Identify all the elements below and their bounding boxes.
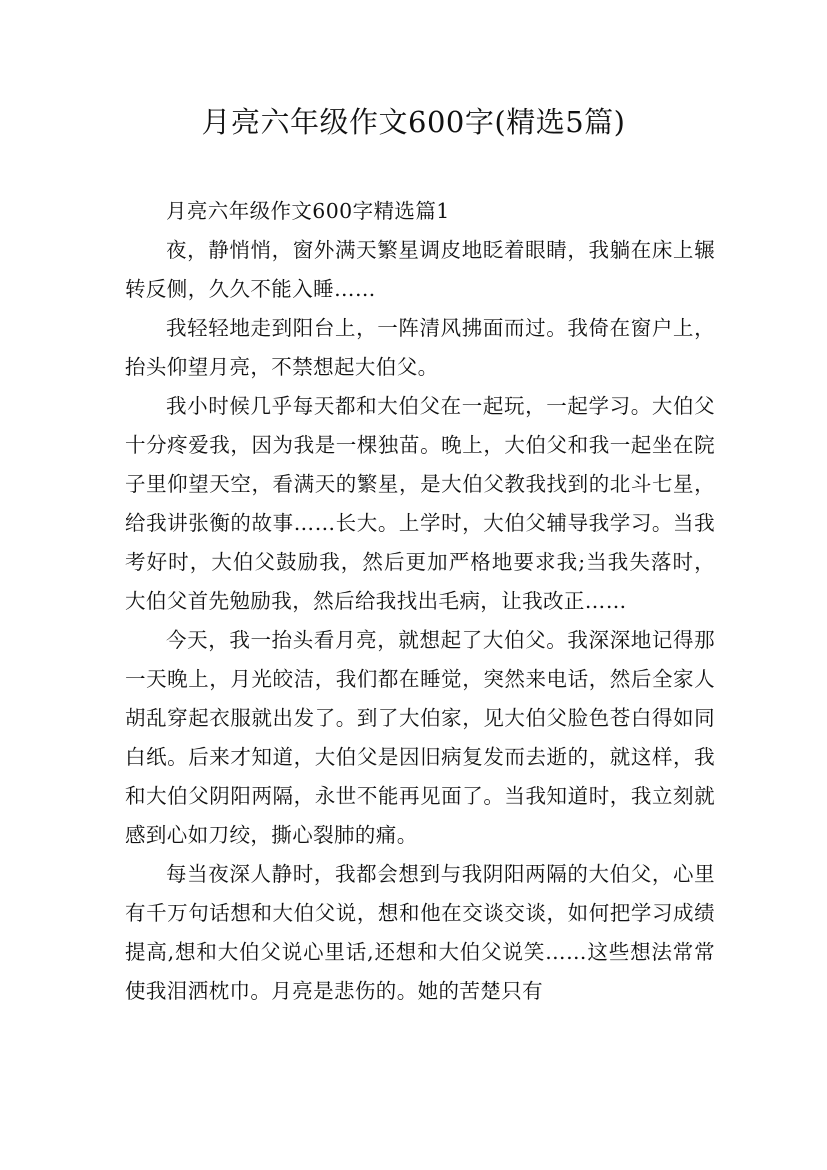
paragraph-5: 每当夜深人静时，我都会想到与我阴阳两隔的大伯父，心里有千万句话想和大伯父说，想和他在交谈交谈，如何把学习成绩提高,想和大伯父说心里话,还想和大伯父说笑……这些想法常常使我泪洒枕巾。月亮是悲伤的。她的苦楚只有 [125,862,715,1003]
section-heading: 月亮六年级作文600字精选篇1 [166,199,450,223]
paragraph-2: 我轻轻地走到阳台上，一阵清风拂面而过。我倚在窗户上，抬头仰望月亮，不禁想起大伯父。 [125,316,715,379]
document-body [125,192,715,1011]
document-title: 月亮六年级作文600字(精选5篇) [201,105,626,139]
paragraph-3: 我小时候几乎每天都和大伯父在一起玩，一起学习。大伯父十分疼爱我，因为我是一棵独苗。晚上，大伯父和我一起坐在院子里仰望天空，看满天的繁星，是大伯父教我找到的北斗七星，给我讲张衡的故事……长大。上学时，大伯父辅导我学习。当我考好时，大伯父鼓励我，然后更加严格地要求我;当我失落时，大伯父首先勉励我，然后给我找出毛病，让我改正…… [125,394,715,613]
paragraph-1: 夜，静悄悄，窗外满天繁星调皮地眨着眼睛，我躺在床上辗转反侧，久久不能入睡…… [125,238,715,301]
paragraph-4: 今天，我一抬头看月亮，就想起了大伯父。我深深地记得那一天晚上，月光皎洁，我们都在睡觉，突然来电话，然后全家人胡乱穿起衣服就出发了。到了大伯家，见大伯父脸色苍白得如同白纸。后来才知道，大伯父是因旧病复发而去逝的，就这样，我和大伯父阴阳两隔，永世不能再见面了。当我知道时，我立刻就感到心如刀绞，撕心裂肺的痛。 [125,628,715,847]
